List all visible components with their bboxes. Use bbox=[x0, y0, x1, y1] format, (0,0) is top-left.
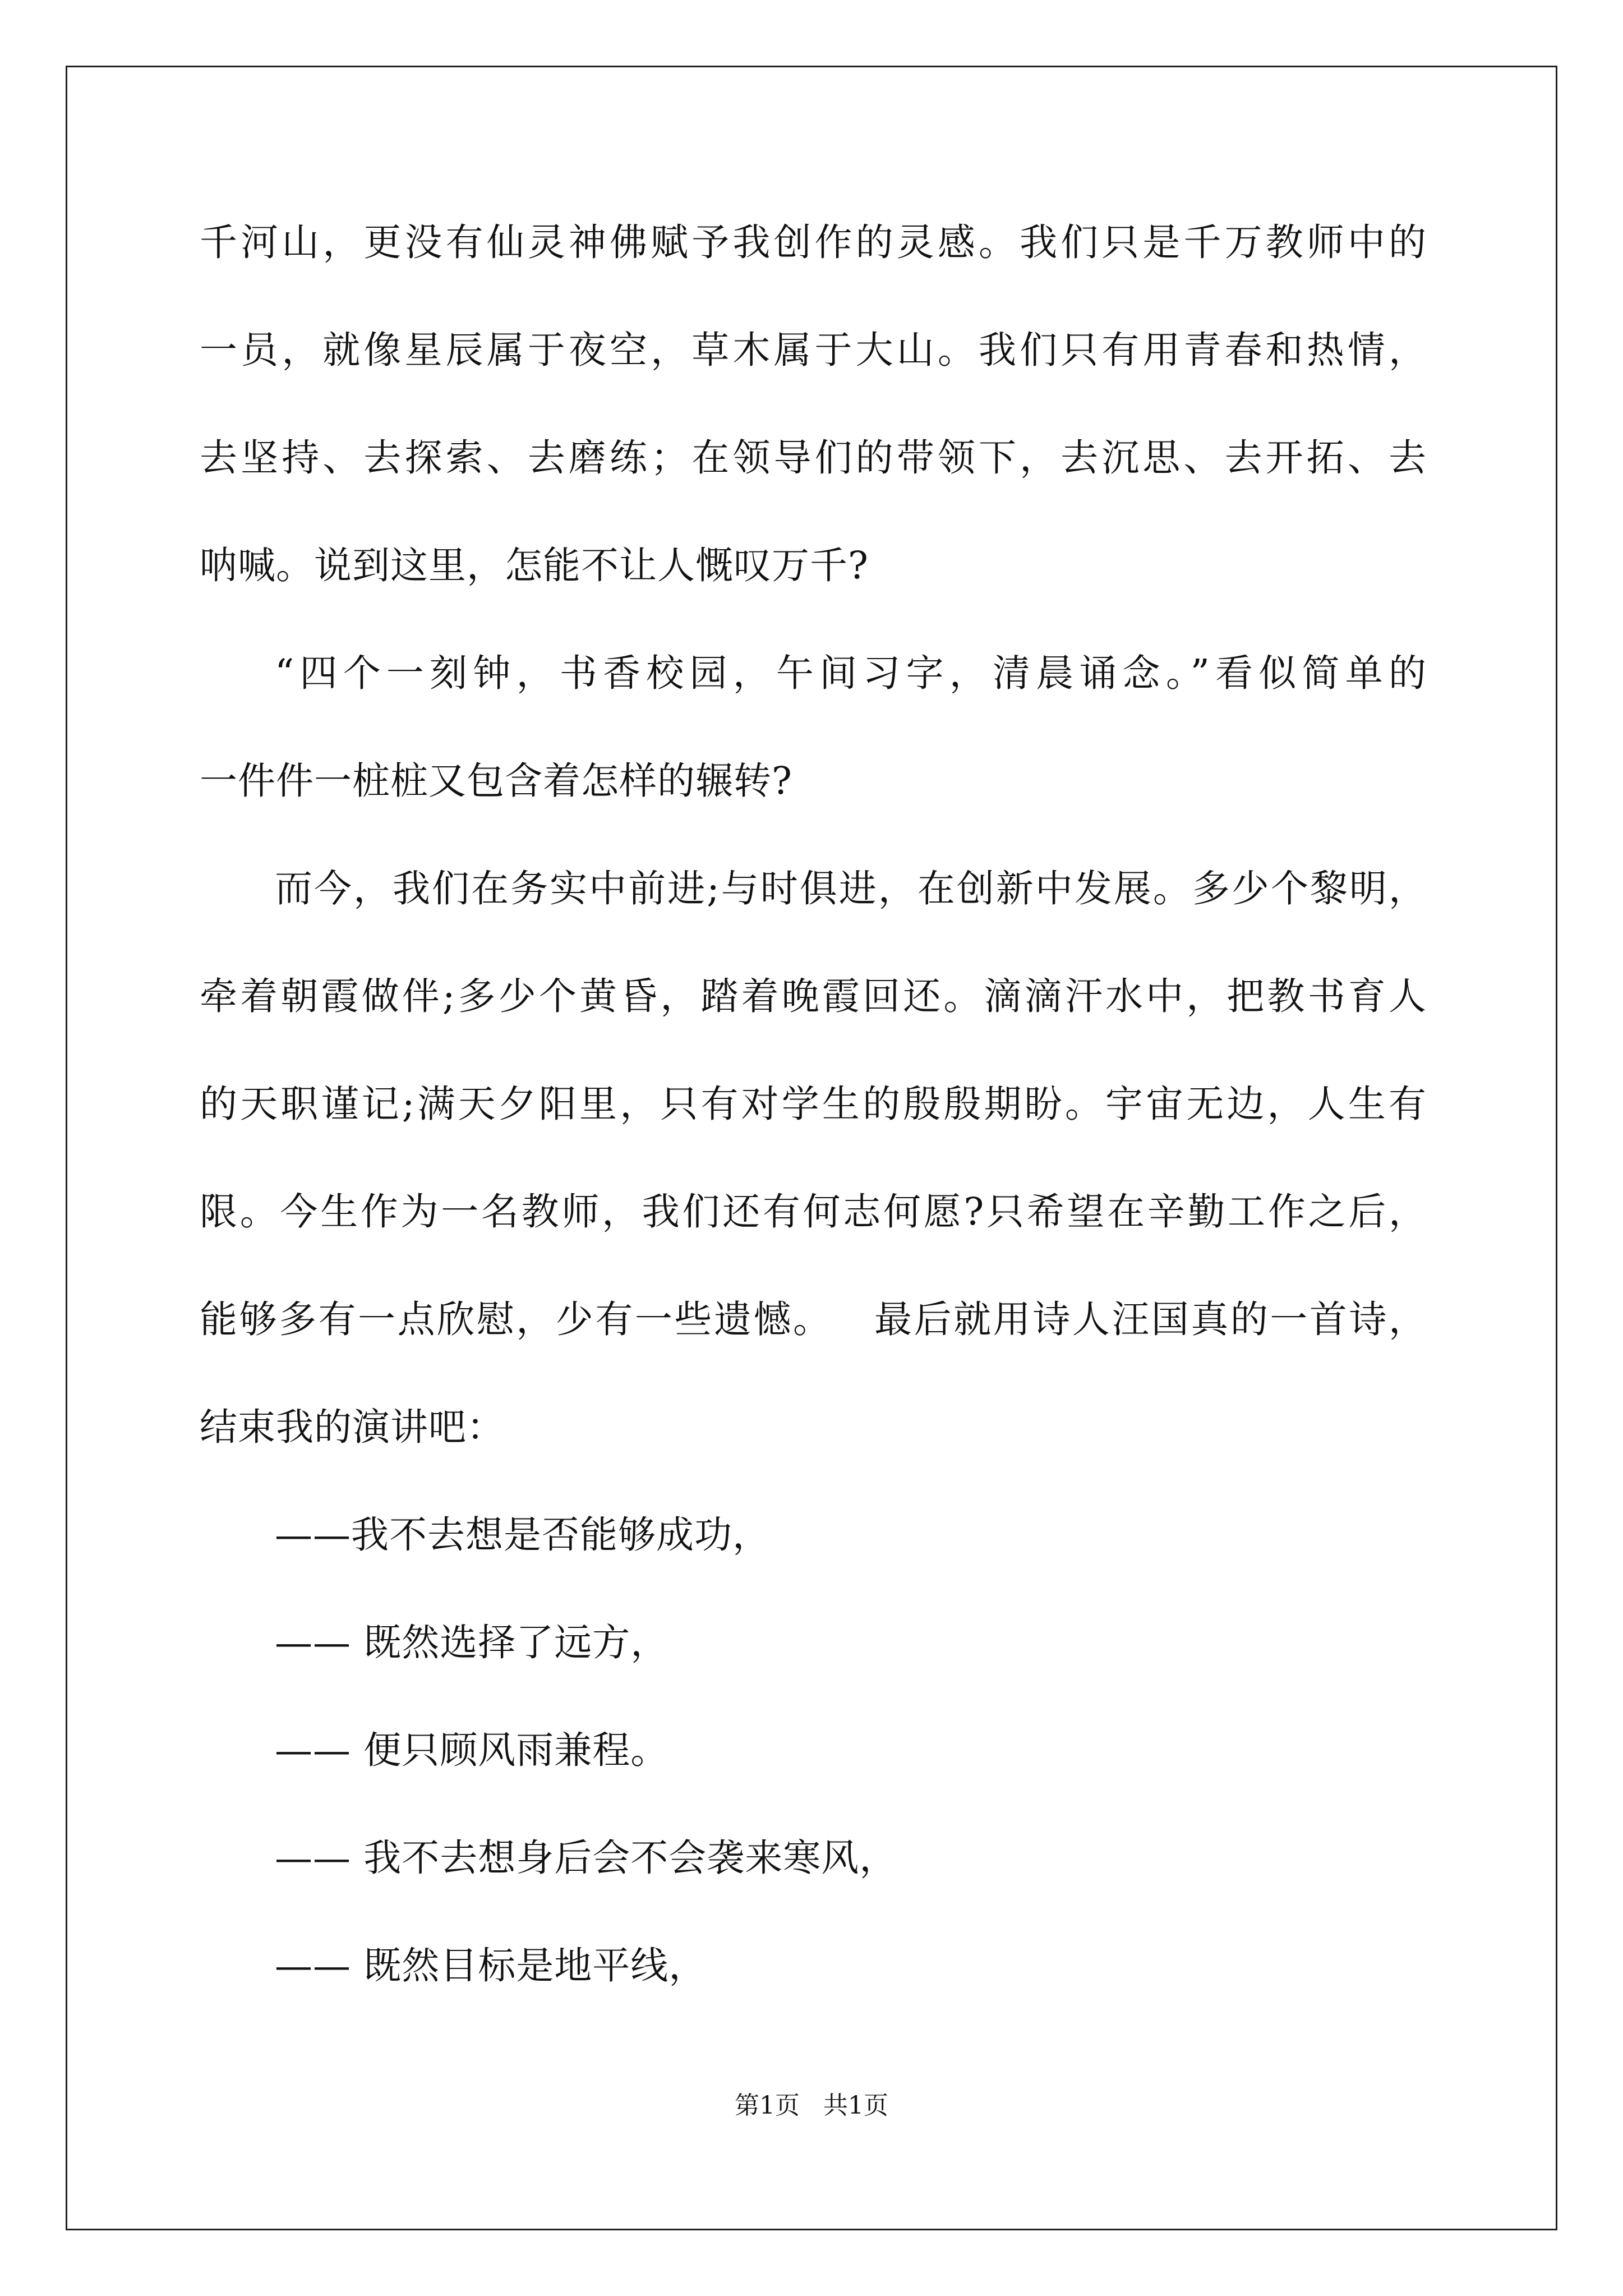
poem-line: —— 既然选择了远方， bbox=[275, 1621, 669, 1664]
poem-line: —— 便只顾风雨兼程。 bbox=[275, 1728, 669, 1772]
poem-line: —— 我不去想身后会不会袭来寒风， bbox=[275, 1836, 898, 1880]
text-line: 限。今生作为一名教师，我们还有何志何愿?只希望在辛勤工作之后， bbox=[200, 1190, 1427, 1234]
text-line: 结束我的演讲吧： bbox=[200, 1405, 505, 1449]
text-line: “四个一刻钟，书香校园，午间习字，清晨诵念。”看似简单的 bbox=[275, 651, 1427, 695]
text-line: 千河山，更没有仙灵神佛赋予我创作的灵感。我们只是千万教师中的 bbox=[200, 220, 1427, 264]
text-line: 而今，我们在务实中前进;与时俱进，在创新中发展。多少个黎明， bbox=[275, 867, 1427, 910]
page-border bbox=[66, 66, 1557, 2230]
text-line: 一员，就像星辰属于夜空，草木属于大山。我们只有用青春和热情， bbox=[200, 328, 1427, 372]
text-line: 能够多有一点欣慰，少有一些遗憾。 最后就用诗人汪国真的一首诗， bbox=[200, 1297, 1427, 1341]
text-line: 呐喊。说到这里，怎能不让人慨叹万千? bbox=[200, 544, 869, 587]
poem-line: ——我不去想是否能够成功， bbox=[275, 1513, 771, 1557]
page-footer: 第1页 共1页 bbox=[735, 2091, 888, 2120]
poem-line: —— 既然目标是地平线， bbox=[275, 1944, 707, 1987]
text-line: 牵着朝霞做伴;多少个黄昏，踏着晚霞回还。滴滴汗水中，把教书育人 bbox=[200, 974, 1427, 1018]
text-line: 去坚持、去探索、去磨练；在领导们的带领下，去沉思、去开拓、去 bbox=[200, 436, 1427, 480]
text-line: 的天职谨记;满天夕阳里，只有对学生的殷殷期盼。宇宙无边，人生有 bbox=[200, 1082, 1427, 1126]
text-line: 一件件一桩桩又包含着怎样的辗转? bbox=[200, 759, 792, 803]
